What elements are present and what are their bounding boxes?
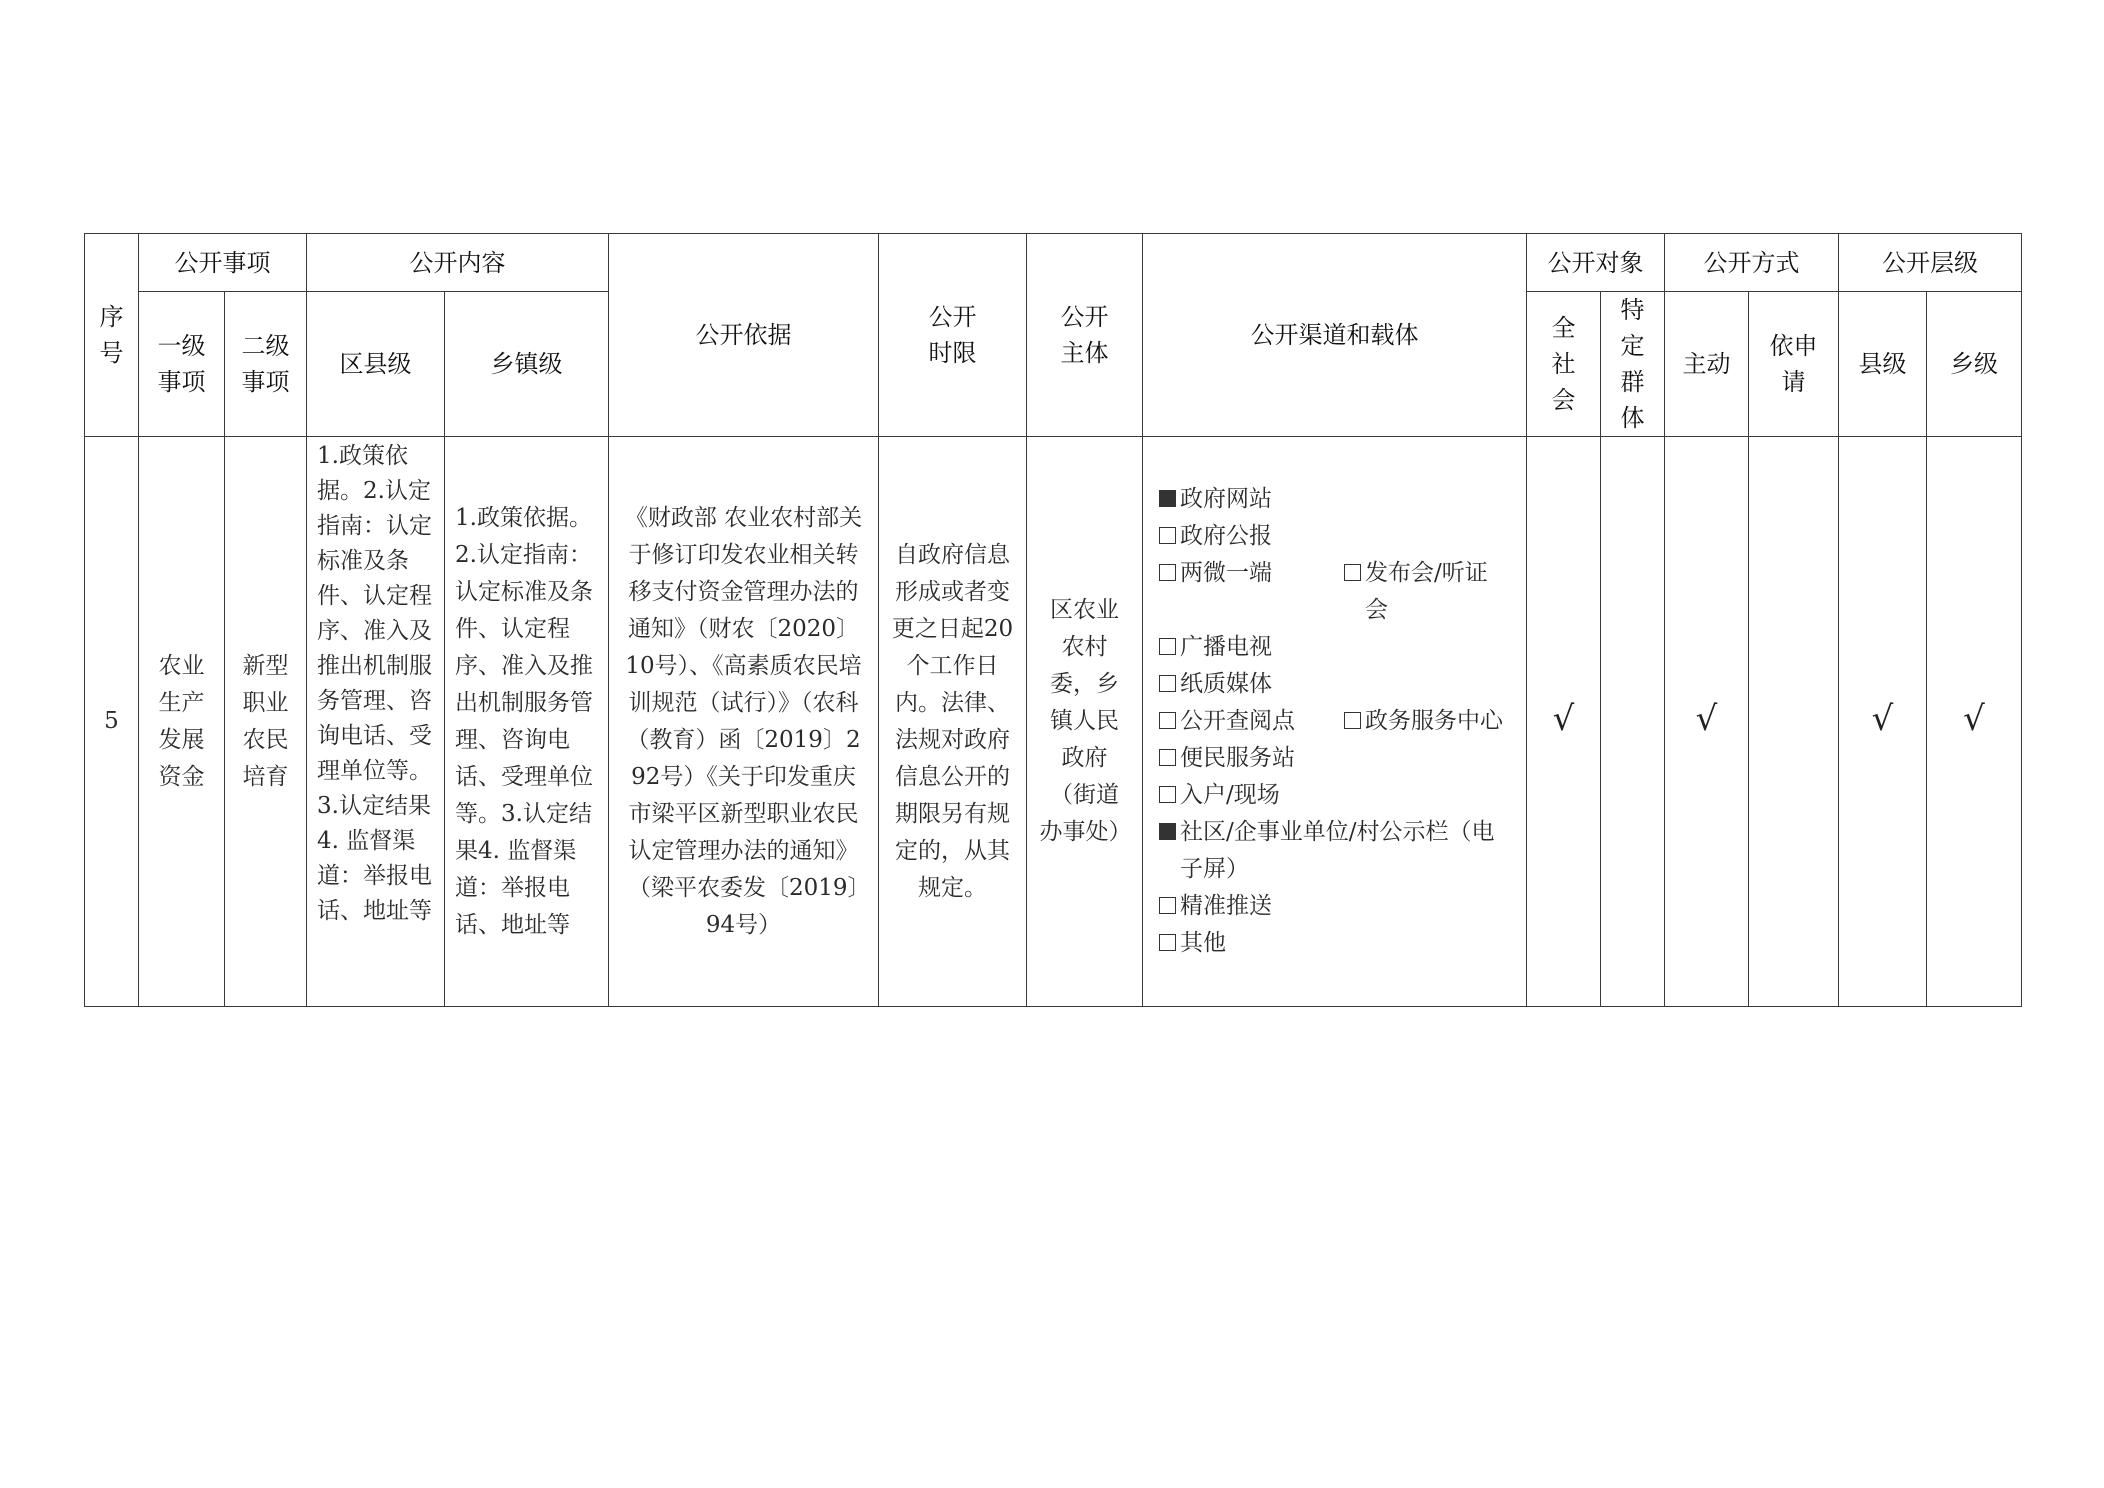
cell-level-county	[1839, 437, 1927, 1007]
channel-option: 广播电视	[1159, 629, 1344, 666]
channel-option: 社区/企事业单位/村公示栏（电子屏）	[1159, 814, 1510, 888]
checkbox-icon	[1159, 638, 1176, 655]
channel-option: 精准推送	[1159, 888, 1344, 925]
cell-seq: 5	[85, 437, 139, 1007]
channel-option: 政府网站	[1159, 481, 1344, 518]
channel-option: 发布会/听证会	[1344, 555, 1504, 629]
checkbox-icon	[1159, 527, 1176, 544]
header-content: 公开内容	[307, 234, 609, 292]
header-method-active: 主动	[1665, 292, 1749, 437]
header-seq: 序号	[85, 234, 139, 437]
checkbox-icon	[1344, 564, 1361, 581]
checkbox-icon	[1159, 490, 1176, 507]
channel-option: 政务服务中心	[1344, 703, 1504, 740]
cell-content-town: 1.政策依据。2.认定指南：认定标准及条件、认定程序、准入及推出机制服务管理、咨询电话、受理单位等。3.认定结果4. 监督渠道：举报电话、地址等	[445, 437, 609, 1007]
checkmark-icon: √	[1871, 699, 1894, 739]
cell-method-apply	[1749, 437, 1839, 1007]
checkbox-icon	[1159, 749, 1176, 766]
header-row-1	[85, 234, 2022, 292]
cell-level-town	[1927, 437, 2022, 1007]
channel-option: 其他	[1159, 925, 1344, 962]
header-level-town: 乡级	[1927, 292, 2022, 437]
checkmark-icon: √	[1552, 699, 1575, 739]
checkbox-icon	[1344, 712, 1361, 729]
channel-option: 便民服务站	[1159, 740, 1344, 777]
checkmark-icon: √	[1695, 699, 1718, 739]
cell-method-active	[1665, 437, 1749, 1007]
header-level-county: 县级	[1839, 292, 1927, 437]
header-target-all: 全社会	[1527, 292, 1601, 437]
header-content-town: 乡镇级	[445, 292, 609, 437]
disclosure-table	[84, 233, 2022, 1007]
channel-option: 纸质媒体	[1159, 666, 1344, 703]
cell-subject: 区农业农村委，乡镇人民政府（街道办事处）	[1027, 437, 1143, 1007]
cell-target-specific	[1601, 437, 1665, 1007]
header-matter-l2: 二级事项	[225, 292, 307, 437]
cell-target-all	[1527, 437, 1601, 1007]
header-time-limit: 公开时限	[879, 234, 1027, 437]
header-content-county: 区县级	[307, 292, 445, 437]
checkbox-icon	[1159, 897, 1176, 914]
header-basis: 公开依据	[609, 234, 879, 437]
checkbox-icon	[1159, 823, 1176, 840]
cell-basis: 《财政部 农业农村部关于修订印发农业相关转移支付资金管理办法的通知》（财农〔2020〕10号）、《高素质农民培训规范（试行）》（农科（教育）函〔2019〕292号）《关于印发重庆市梁平区新型职业农民认定管理办法的通知》（梁平农委发〔2019〕94号）	[609, 437, 879, 1007]
channel-option: 入户/现场	[1159, 777, 1344, 814]
checkmark-icon: √	[1963, 699, 1985, 739]
checkbox-icon	[1159, 675, 1176, 692]
checkbox-icon	[1159, 934, 1176, 951]
header-level: 公开层级	[1839, 234, 2022, 292]
header-target-specific: 特定群体	[1601, 292, 1665, 437]
channel-option: 两微一端	[1159, 555, 1344, 629]
header-matter-l1: 一级事项	[139, 292, 225, 437]
cell-channels	[1143, 437, 1527, 1007]
header-matter: 公开事项	[139, 234, 307, 292]
checkbox-icon	[1159, 564, 1176, 581]
disclosure-table-sheet	[84, 233, 2021, 1007]
cell-time-limit: 自政府信息形成或者变更之日起20个工作日内。法律、法规对政府信息公开的期限另有规定的，从其规定。	[879, 437, 1027, 1007]
checkbox-icon	[1159, 786, 1176, 803]
checkbox-icon	[1159, 712, 1176, 729]
cell-matter-l2: 新型职业农民培育	[225, 437, 307, 1007]
header-method: 公开方式	[1665, 234, 1839, 292]
table-row	[85, 437, 2022, 1007]
channel-option: 政府公报	[1159, 518, 1344, 555]
cell-matter-l1: 农业生产发展资金	[139, 437, 225, 1007]
channel-option: 公开查阅点	[1159, 703, 1344, 740]
header-channels: 公开渠道和载体	[1143, 234, 1527, 437]
cell-content-county: 1.政策依据。2.认定指南：认定标准及条件、认定程序、准入及推出机制服务管理、咨询电话、受理单位等。3.认定结果4. 监督渠道：举报电话、地址等	[307, 437, 445, 1007]
header-target: 公开对象	[1527, 234, 1665, 292]
header-method-apply: 依申请	[1749, 292, 1839, 437]
header-subject: 公开主体	[1027, 234, 1143, 437]
